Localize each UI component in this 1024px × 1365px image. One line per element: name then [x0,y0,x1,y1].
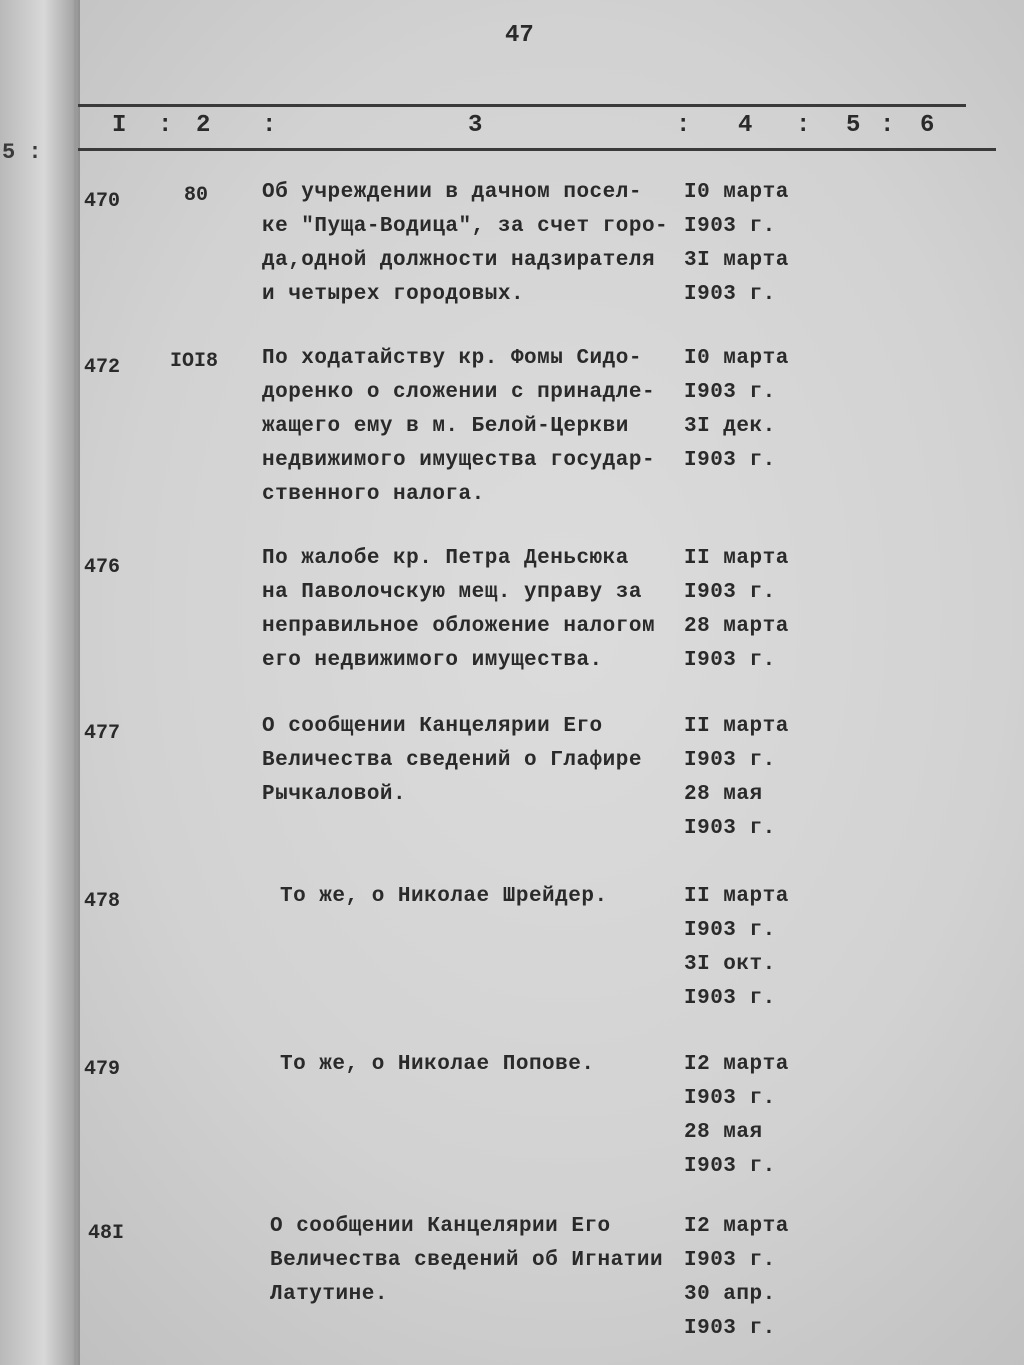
entry-number: 472 [84,356,121,379]
entry-dates: I2 марта I903 г. 30 апр. I903 г. [684,1215,789,1340]
page-number: 47 [505,22,534,49]
entry-number: 477 [84,722,121,745]
entry-title: Об учреждении в дачном посел- ке "Пуща-Водица", за счет горо- да,одной должности надзирателя и четырех городовых. [262,181,669,306]
entry-dates: II марта I903 г. 28 марта I903 г. [684,547,789,672]
entry-number: 476 [84,556,121,579]
column-header-3: 3 [468,112,483,139]
entry-dates: II марта I903 г. 28 мая I903 г. [684,715,789,840]
page-binding [0,0,80,1365]
column-header-5: 5 [846,112,861,139]
column-header-6: 6 [920,112,935,139]
column-header-4: 4 [738,112,753,139]
column-sep-5: : [880,112,895,139]
entry-title: То же, о Николае Шрейдер. [280,885,608,908]
entry-number: 478 [84,890,121,913]
entry-dates: I0 марта I903 г. 3I марта I903 г. [684,181,789,306]
entry-title: То же, о Николае Попове. [280,1053,595,1076]
column-sep-1: : [158,112,173,139]
entry-sheets: IOI8 [170,350,219,373]
column-header-2: 2 [196,112,211,139]
entry-number: 48I [88,1222,125,1245]
entry-number: 479 [84,1058,121,1081]
column-sep-2: : [262,112,277,139]
entry-dates: I0 марта I903 г. 3I дек. I903 г. [684,347,789,472]
entry-dates: II марта I903 г. 3I окт. I903 г. [684,885,789,1010]
entry-title: По жалобе кр. Петра Деньсюка на Паволочскую мещ. управу за неправильное обложение налогом его недвижимого имущества. [262,547,656,672]
header-top-rule [78,104,966,107]
column-header-1: I [112,112,127,139]
entry-title: По ходатайству кр. Фомы Сидо- доренко о сложении с принадле- жащего ему в м. Белой-Церкви недвижимого имущества государ- ственного налога. [262,347,656,506]
entry-number: 470 [84,190,121,213]
left-margin-header: 5 : [2,140,42,165]
column-sep-4: : [796,112,811,139]
entry-dates: I2 марта I903 г. 28 мая I903 г. [684,1053,789,1178]
entry-title: О сообщении Канцелярии Его Величества сведений об Игнатии Латутине. [270,1215,664,1306]
column-sep-3: : [676,112,691,139]
entry-sheets: 80 [184,184,209,207]
header-bottom-rule [78,148,996,151]
binding-edge [74,0,78,1365]
entry-title: О сообщении Канцелярии Его Величества сведений о Глафире Рычкаловой. [262,715,642,806]
